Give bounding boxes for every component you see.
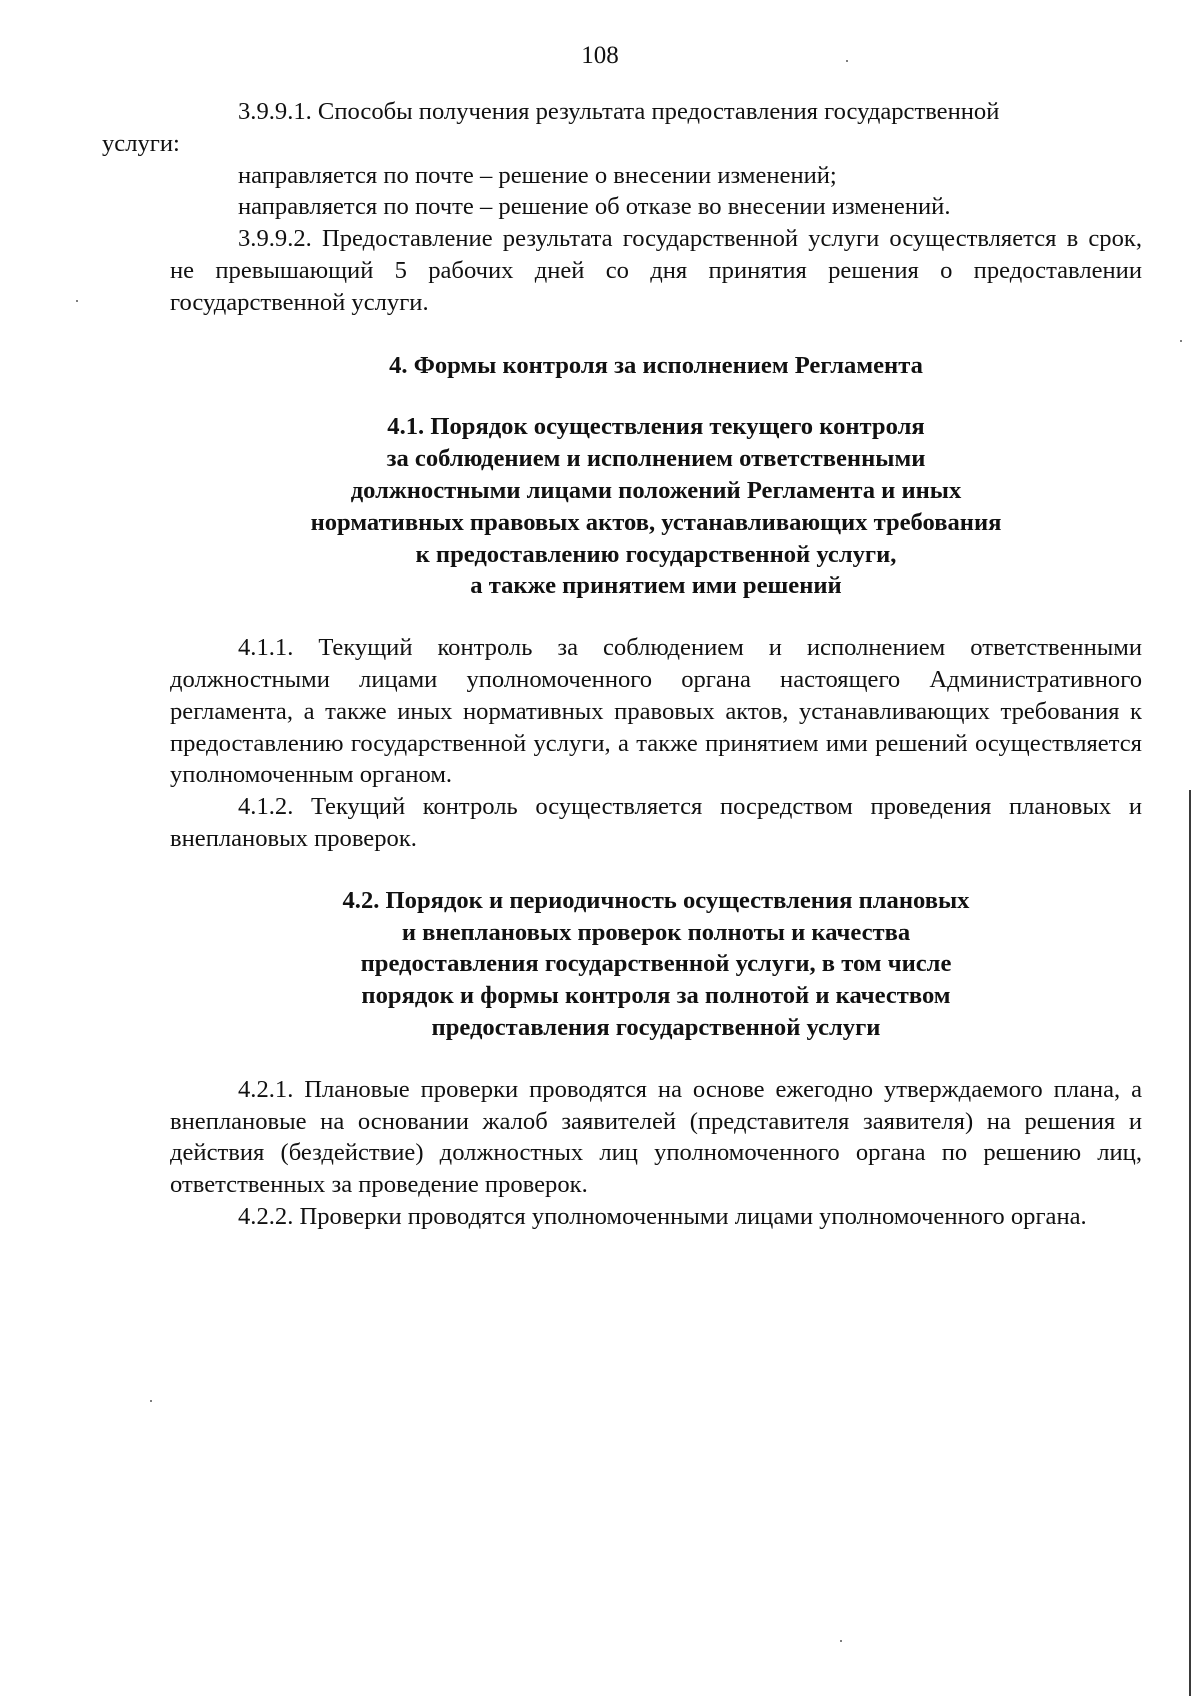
paragraph-3-9-9-1-line-2: услуги:	[102, 129, 180, 157]
section-4-1-title-line: к предоставлению государственной услуги,	[415, 540, 897, 568]
scan-edge-line	[1189, 790, 1191, 1696]
scan-speck	[1180, 340, 1182, 342]
section-4-1-title-line: 4.1. Порядок осуществления текущего контроля	[387, 413, 925, 441]
paragraph-send-decision-refusal: направляется по почте – решение об отказе во внесении изменений.	[238, 193, 951, 221]
paragraph-3-9-9-1-line-1: 3.9.9.1. Способы получения результата предоставления государственной	[238, 98, 1000, 125]
section-4-2-title-line: и внеплановых проверок полноты и качества	[401, 918, 911, 946]
scan-speck	[846, 60, 848, 62]
section-4-2-title-line: порядок и формы контроля за полнотой и качеством	[361, 982, 951, 1010]
section-4-1-title	[170, 411, 1142, 602]
scan-speck	[150, 1400, 152, 1402]
section-4-2-title	[170, 885, 1142, 1044]
page-number: 108	[581, 42, 619, 69]
paragraph-3-9-9-1	[102, 96, 1142, 160]
paragraph-3-9-9-2: 3.9.9.2. Предоставление результата государственной услуги осуществляется в срок, не превышающий 5 рабочих дней со дня принятия решения о предоставлении государственной услуги.	[170, 225, 1142, 316]
paragraph-4-1-1: 4.1.1. Текущий контроль за соблюдением и исполнением ответственными должностными лицами уполномоченного органа настоящего Административного регламента, а также иных нормативных правовых актов, устанавливающих требования к предоставлению государственной услуги, а также принятием ими решений осуществляется уполномоченным органом.	[170, 634, 1142, 789]
section-4-1-title-line: нормативных правовых актов, устанавливающих требования	[310, 508, 1002, 536]
section-4-2-title-line: предоставления государственной услуги	[431, 1013, 881, 1041]
paragraph-4-1-2: 4.1.2. Текущий контроль осуществляется посредством проведения плановых и внеплановых проверок.	[170, 793, 1142, 852]
section-4-2-title-line: предоставления государственной услуги, в том числе	[360, 950, 952, 978]
section-4-1-title-line: а также принятием ими решений	[470, 572, 842, 600]
section-4-1-title-line: за соблюдением и исполнением ответственными	[386, 445, 926, 473]
paragraph-4-2-1: 4.2.1. Плановые проверки проводятся на основе ежегодно утверждаемого плана, а внеплановые на основании жалоб заявителей (представителя заявителя) на решения и действия (бездействие) должностных лиц уполномоченного органа по решению лиц, ответственных за проведение проверок.	[170, 1075, 1142, 1199]
scan-speck	[840, 1640, 842, 1642]
section-4-1-title-line: должностными лицами положений Регламента и иных	[350, 476, 962, 504]
paragraph-4-2-2: 4.2.2. Проверки проводятся уполномоченными лицами уполномоченного органа.	[238, 1202, 1087, 1230]
section-4-title: 4. Формы контроля за исполнением Регламента	[389, 351, 923, 379]
page-content	[102, 96, 1142, 1233]
section-4-2-title-line: 4.2. Порядок и периодичность осуществления плановых	[342, 886, 970, 914]
paragraph-send-decision-change: направляется по почте – решение о внесении изменений;	[238, 161, 837, 189]
scan-speck	[76, 300, 78, 302]
